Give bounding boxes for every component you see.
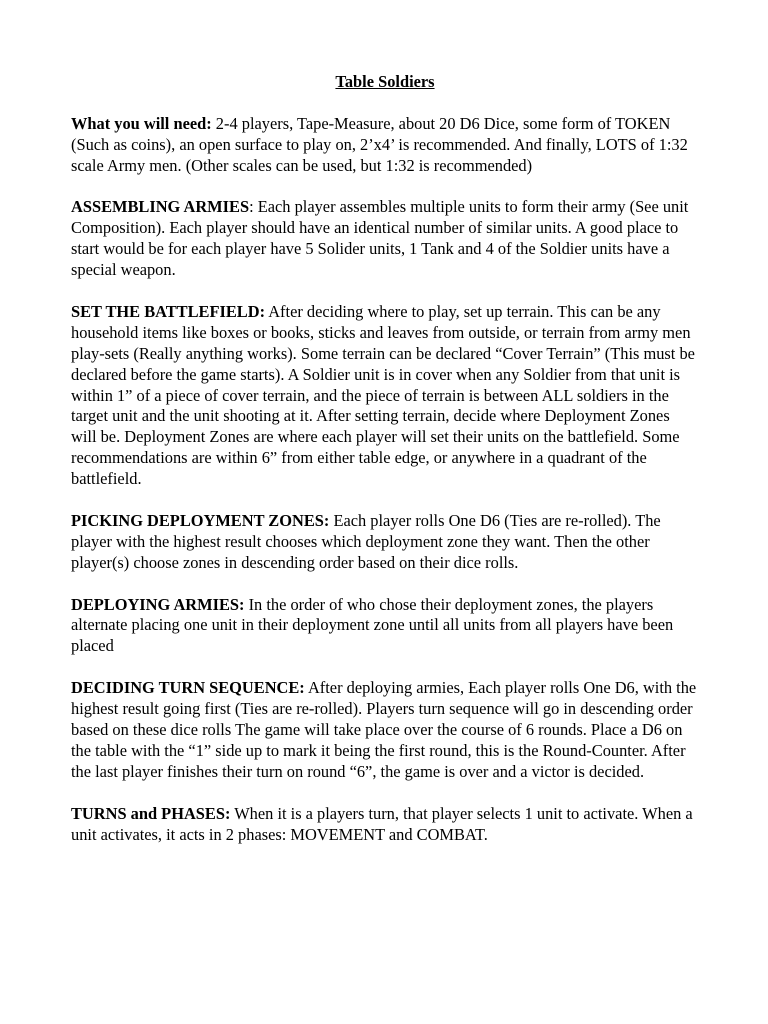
section-heading: ASSEMBLING ARMIES (71, 197, 250, 217)
section-body: 2-4 players, Tape-Measure, about 20 D6 Dice, some form of TOKEN (Such as coins), an open surface to play on, 2’x4’ is recommended. And finally, LOTS of 1:32 scale Army men. (Other scales can be used, but 1:32 is recommended) (71, 113, 688, 175)
section-deploying-armies (71, 595, 699, 658)
section-deciding-turn-sequence (71, 678, 699, 783)
document-page (71, 72, 699, 866)
section-body: When it is a players turn, that player selects 1 unit to activate. When a unit activates, it acts in 2 phases: MOVEMENT and COMBAT. (71, 803, 693, 844)
section-body: After deciding where to play, set up terrain. This can be any household items like boxes or books, sticks and leaves from outside, or terrain from army men play-sets (Really anything works). Some terrain can be declared “Cover Terrain” (This must be declared before the game starts). A Soldier unit is in cover when any Soldier from that unit is within 1” of a piece of cover terrain, and the piece of terrain is between ALL soldiers in the target unit and the unit shooting at it. After setting terrain, decide where Deployment Zones will be. Deployment Zones are where each player will set their units on the battlefield. Some recommendations are within 6” from either table edge, or anywhere in a quadrant of the battlefield. (71, 301, 695, 489)
section-turns-and-phases (71, 804, 699, 846)
section-body: : Each player assembles multiple units to form their army (See unit Composition). Each player should have an identical number of similar units. A good place to start would be for each player have 5 Solider units, 1 Tank and 4 of the Soldier units have a special weapon. (71, 197, 689, 280)
section-body: Each player rolls One D6 (Ties are re-rolled). The player with the highest result chooses which deployment zone they want. Then the other player(s) choose zones in descending order based on their dice rolls. (71, 510, 661, 572)
section-heading: SET THE BATTLEFIELD: (71, 301, 266, 321)
section-picking-deployment-zones (71, 511, 699, 574)
section-body: In the order of who chose their deployment zones, the players alternate placing one unit in their deployment zone until all units from all players have been placed (71, 594, 674, 656)
section-heading: What you will need: (71, 113, 212, 133)
section-heading: DEPLOYING ARMIES: (71, 594, 245, 614)
section-assembling-armies (71, 197, 699, 281)
section-heading: DECIDING TURN SEQUENCE: (71, 678, 305, 698)
section-heading: TURNS and PHASES: (71, 803, 231, 823)
document-title: Table Soldiers (335, 72, 435, 91)
section-body: After deploying armies, Each player rolls One D6, with the highest result going first (Ties are re-rolled). Players turn sequence will go in descending order based on these dice rolls The game will take place over the course of 6 rounds. Place a D6 on the table with the “1” side up to mark it being the first round, this is the Round-Counter. After the last player finishes their turn on round “6”, the game is over and a victor is decided. (71, 678, 697, 781)
section-what-you-will-need (71, 114, 699, 177)
section-set-the-battlefield (71, 302, 699, 490)
section-heading: PICKING DEPLOYMENT ZONES: (71, 510, 330, 530)
